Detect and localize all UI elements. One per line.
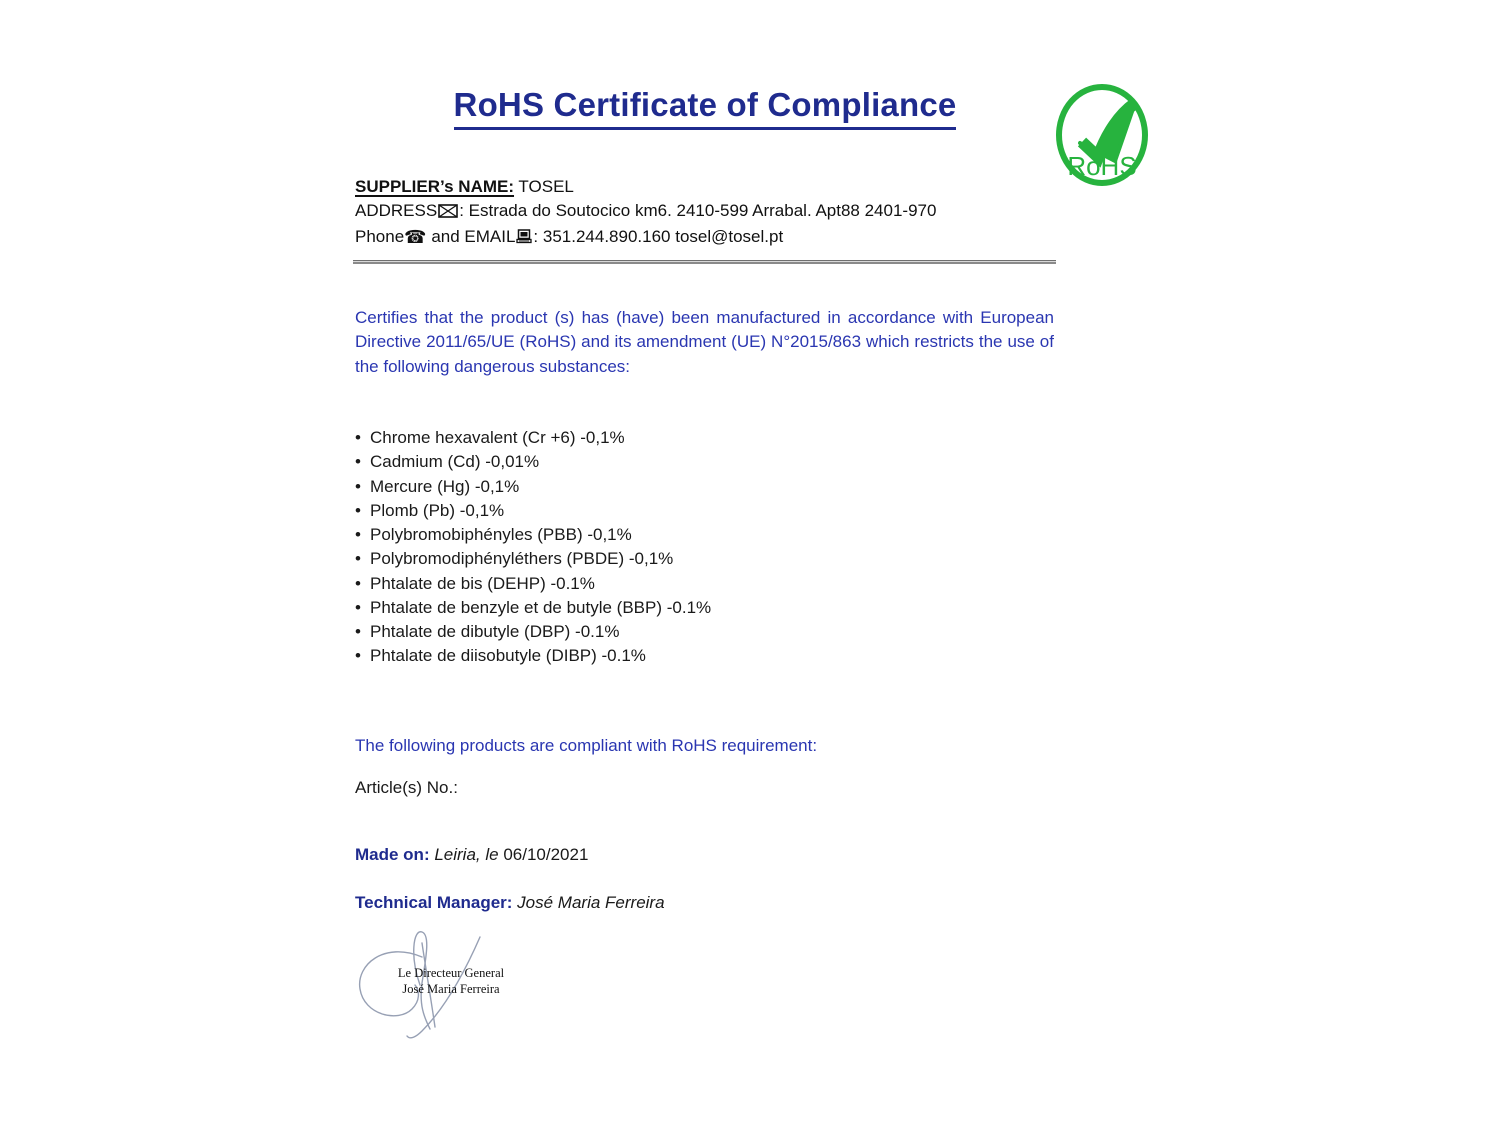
rohs-logo (1055, 83, 1149, 187)
list-item: • Mercure (Hg) -0,1% (355, 475, 1055, 499)
article-number-line: Article(s) No.: (355, 778, 458, 797)
list-item: • Phtalate de dibutyle (DBP) -0.1% (355, 620, 1055, 644)
page-title: RoHS Certificate of Compliance (454, 86, 957, 130)
technical-manager-label: Technical Manager: (355, 893, 513, 912)
computer-icon (516, 227, 532, 251)
list-item: • Phtalate de bis (DEHP) -0.1% (355, 572, 1055, 596)
contact-value: : 351.244.890.160 tosel@tosel.pt (533, 227, 784, 246)
technical-manager-name: José Maria Ferreira (512, 893, 665, 912)
made-on-label: Made on: (355, 845, 430, 864)
section-divider (353, 260, 1056, 264)
supplier-name-line (355, 175, 1075, 199)
envelope-icon (438, 201, 458, 225)
signature-line2: José Maria Ferreira (402, 981, 500, 996)
signature-text-block (396, 966, 506, 997)
supplier-address-line (355, 199, 1075, 225)
technical-manager-line (355, 893, 665, 913)
list-item: • Chrome hexavalent (Cr +6) -0,1% (355, 426, 1055, 450)
made-on-line (355, 845, 588, 865)
signature-line1: Le Directeur General (397, 966, 505, 980)
list-item: • Phtalate de diisobutyle (DIBP) -0.1% (355, 644, 1055, 668)
made-on-date: 06/10/2021 (503, 845, 589, 864)
compliance-statement: Certifies that the product (s) has (have) been manufactured in accordance with European Directive 2011/65/UE (RoHS) and its amendment (UE) N°2015/863 which restricts the use of the following dangerous substances: (355, 308, 1054, 376)
svg-text:RoHS: RoHS (1067, 151, 1137, 181)
title-block (355, 86, 1055, 130)
list-item: • Polybromobiphényles (PBB) -0,1% (355, 523, 1055, 547)
email-label: and EMAIL (426, 227, 516, 246)
list-item: • Plomb (Pb) -0,1% (355, 499, 1055, 523)
supplier-info (355, 175, 1075, 251)
products-compliant-line: The following products are compliant with RoHS requirement: (355, 736, 818, 755)
list-item: • Cadmium (Cd) -0,01% (355, 450, 1055, 474)
phone-label: Phone (355, 227, 405, 246)
substance-list (355, 426, 1055, 669)
list-item: • Phtalate de benzyle et de butyle (BBP) -0.1% (355, 596, 1055, 620)
supplier-contact-line (355, 225, 1075, 251)
supplier-name-label: SUPPLIER’s NAME: (355, 177, 515, 196)
address-value: : Estrada do Soutocico km6. 2410-599 Arrabal. Apt88 2401-970 (459, 201, 937, 220)
address-label: ADDRESS (355, 201, 438, 220)
rohs-checkmark-icon (1055, 83, 1149, 187)
phone-icon: ☎ (404, 227, 427, 248)
list-item: • Polybromodiphényléthers (PBDE) -0,1% (355, 547, 1055, 571)
supplier-name-value: TOSEL (514, 177, 574, 196)
made-on-place: Leiria, le (429, 845, 504, 864)
